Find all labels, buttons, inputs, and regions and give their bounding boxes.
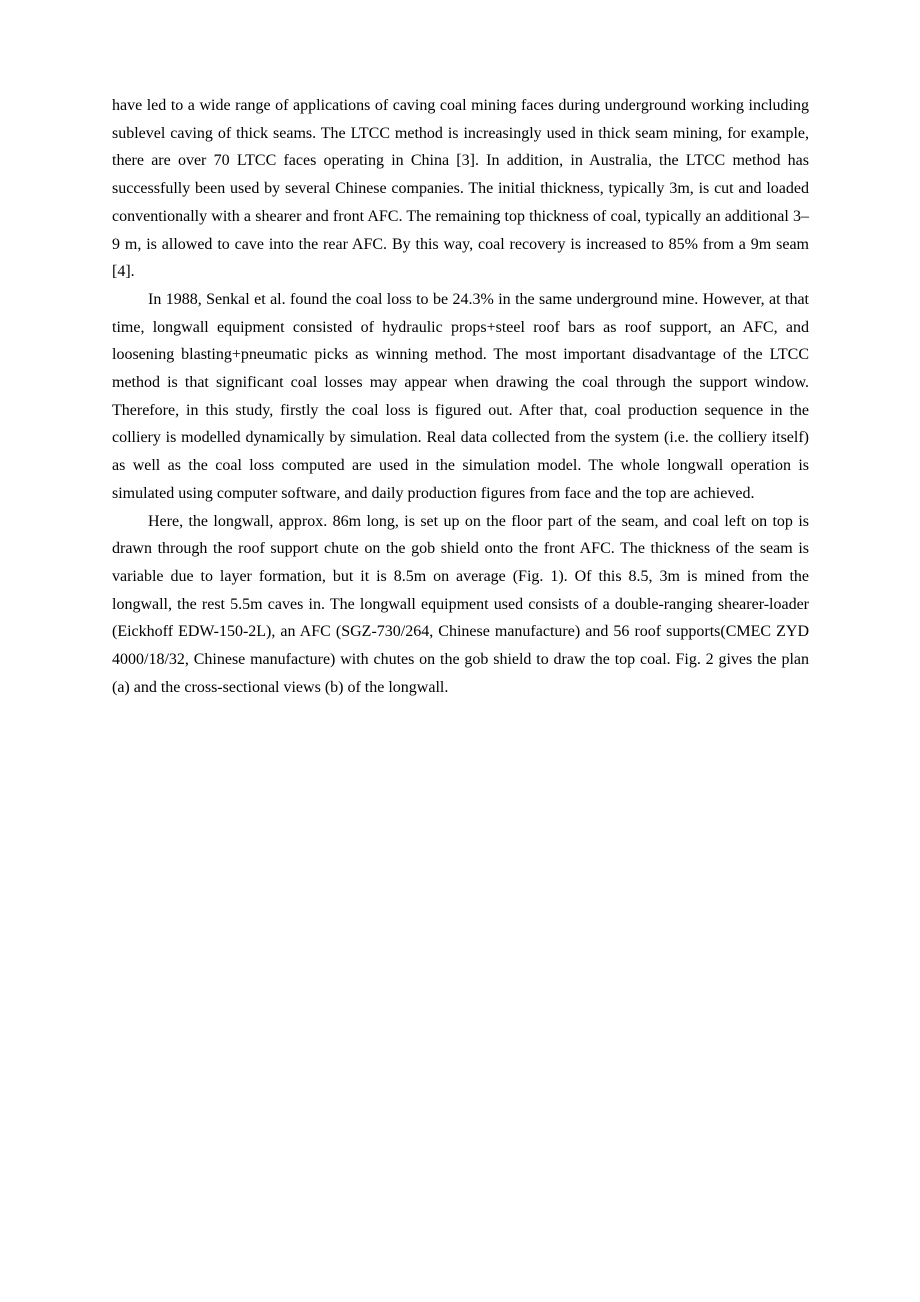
document-page: [112, 92, 809, 701]
paragraph-coal-loss: In 1988, Senkal et al. found the coal loss to be 24.3% in the same underground mine. However, at that time, longwall equipment consisted of hydraulic props+steel roof bars as roof support, an AFC, and loosening blasting+pneumatic picks as winning method. The most important disadvantage of the LTCC method is that significant coal losses may appear when drawing the coal through the support window. Therefore, in this study, firstly the coal loss is figured out. After that, coal production sequence in the colliery is modelled dynamically by simulation. Real data collected from the system (i.e. the colliery itself) as well as the coal loss computed are used in the simulation model. The whole longwall operation is simulated using computer software, and daily production figures from face and the top are achieved.: [112, 290, 809, 502]
paragraph-continuation: have led to a wide range of applications of caving coal mining faces during underground working including sublevel caving of thick seams. The LTCC method is increasingly used in thick seam mining, for example, there are over 70 LTCC faces operating in China [3]. In addition, in Australia, the LTCC method has successfully been used by several Chinese companies. The initial thickness, typically 3m, is cut and loaded conventionally with a shearer and front AFC. The remaining top thickness of coal, typically an additional 3–9 m, is allowed to cave into the rear AFC. By this way, coal recovery is increased to 85% from a 9m seam [4].: [112, 97, 809, 281]
paragraph-longwall-setup: Here, the longwall, approx. 86m long, is set up on the floor part of the seam, and coal left on top is drawn through the roof support chute on the gob shield onto the front AFC. The thickness of the seam is variable due to layer formation, but it is 8.5m on average (Fig. 1). Of this 8.5, 3m is mined from the longwall, the rest 5.5m caves in. The longwall equipment used consists of a double-ranging shearer-loader (Eickhoff EDW-150-2L), an AFC (SGZ-730/264, Chinese manufacture) and 56 roof supports(CMEC ZYD 4000/18/32, Chinese manufacture) with chutes on the gob shield to draw the top coal. Fig. 2 gives the plan (a) and the cross-sectional views (b) of the longwall.: [112, 512, 809, 696]
